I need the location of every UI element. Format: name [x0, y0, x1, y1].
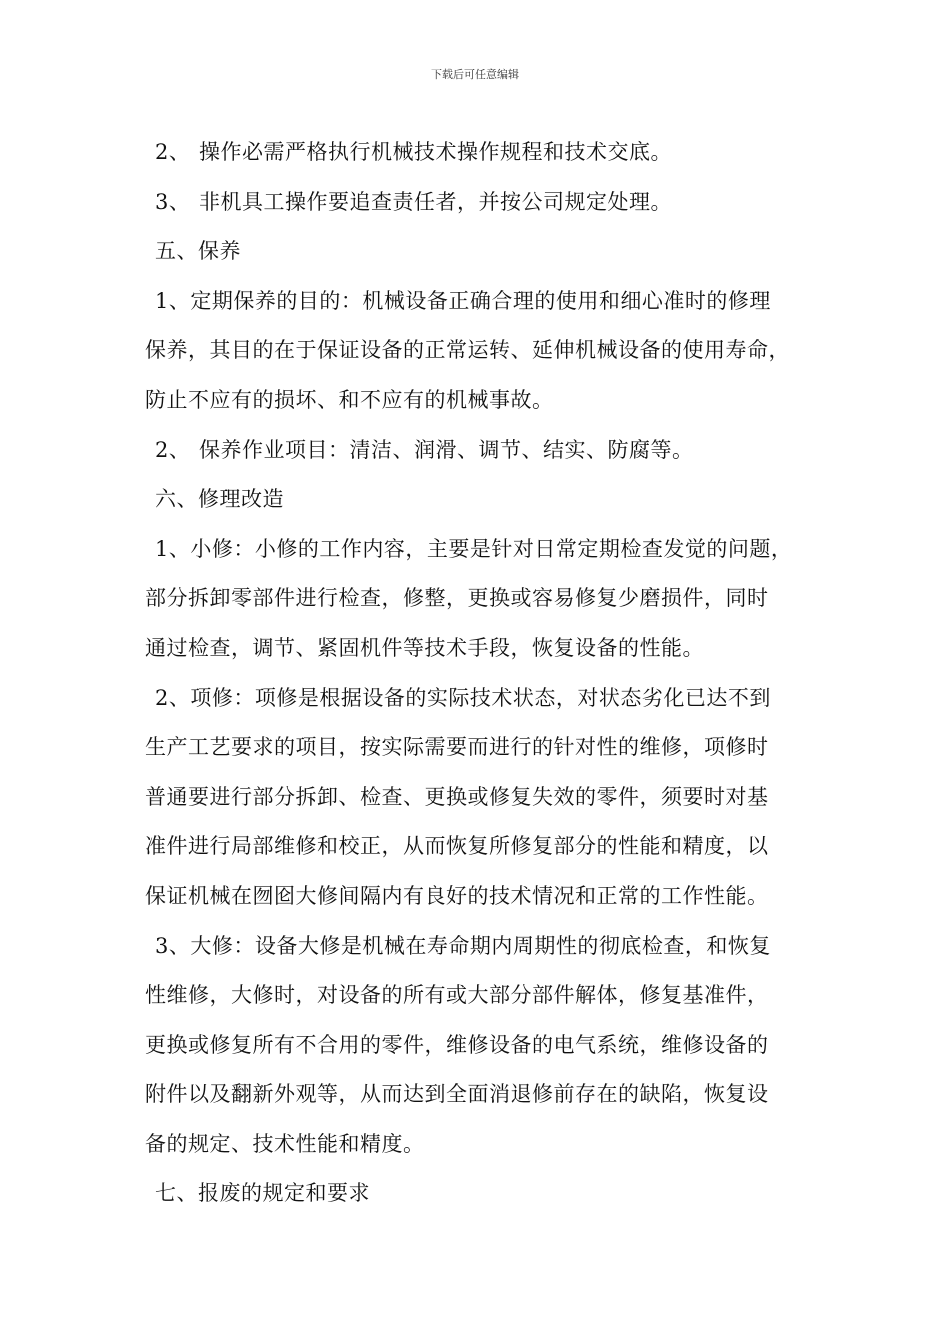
paragraph-line [145, 426, 815, 476]
page-header: 下载后可任意编辑 [431, 68, 519, 81]
paragraph-line: 备的规定、技术性能和精度。 [145, 1131, 425, 1156]
paragraph-line: 部分拆卸零部件进行检查，修整，更换或容易修复少磨损件，同时 [145, 586, 769, 611]
paragraph-line: 保养，其目的在于保证设备的正常运转、延伸机械设备的使用寿命， [145, 338, 790, 363]
paragraph-line: 性维修，大修时，对设备的所有或大部分部件解体，修复基准件， [145, 983, 769, 1008]
paragraph-line: 2、项修：项修是根据设备的实际技术状态，对状态劣化已达不到 [155, 685, 771, 710]
line-text: 非机具工操作要追查责任者，并按公司规定处理。 [199, 189, 672, 214]
section-heading: 五、保养 [155, 239, 241, 264]
paragraph-line: 更换或修复所有不合用的零件，维修设备的电气系统，维修设备的 [145, 1032, 769, 1057]
document-body [145, 128, 815, 1219]
item-number: 3、 [155, 189, 191, 214]
paragraph-line [145, 178, 815, 228]
section-heading: 六、修理改造 [155, 487, 284, 512]
line-text: 操作必需严格执行机械技术操作规程和技术交底。 [199, 140, 672, 164]
paragraph-line: 普通要进行部分拆卸、检查、更换或修复失效的零件，须要时对基 [145, 784, 769, 809]
paragraph-line: 3、大修：设备大修是机械在寿命期内周期性的彻底检查，和恢复 [155, 933, 771, 958]
paragraph-line: 通过检查，调节、紧固机件等技术手段，恢复设备的性能。 [145, 635, 704, 660]
paragraph-line: 1、小修：小修的工作内容，主要是针对日常定期检查发觉的问题， [155, 536, 793, 561]
paragraph-line: 准件进行局部维修和校正，从而恢复所修复部分的性能和精度，以 [145, 834, 769, 859]
paragraph-line: 保证机械在囫囵大修间隔内有良好的技术情况和正常的工作性能。 [145, 883, 769, 908]
item-number: 2、 [155, 437, 191, 462]
line-text: 保养作业项目：清洁、润滑、调节、结实、防腐等。 [199, 437, 694, 462]
paragraph-line: 防止不应有的损坏、和不应有的机械事故。 [145, 387, 554, 412]
item-number: 2、 [155, 140, 191, 164]
paragraph-line: 生产工艺要求的项目，按实际需要而进行的针对性的维修，项修时 [145, 735, 769, 760]
paragraph-line [145, 128, 815, 178]
paragraph-line: 附件以及翻新外观等，从而达到全面消退修前存在的缺陷，恢复设 [145, 1082, 769, 1107]
paragraph-line: 1、定期保养的目的：机械设备正确合理的使用和细心准时的修理 [155, 288, 771, 313]
section-heading: 七、报废的规定和要求 [155, 1181, 370, 1206]
